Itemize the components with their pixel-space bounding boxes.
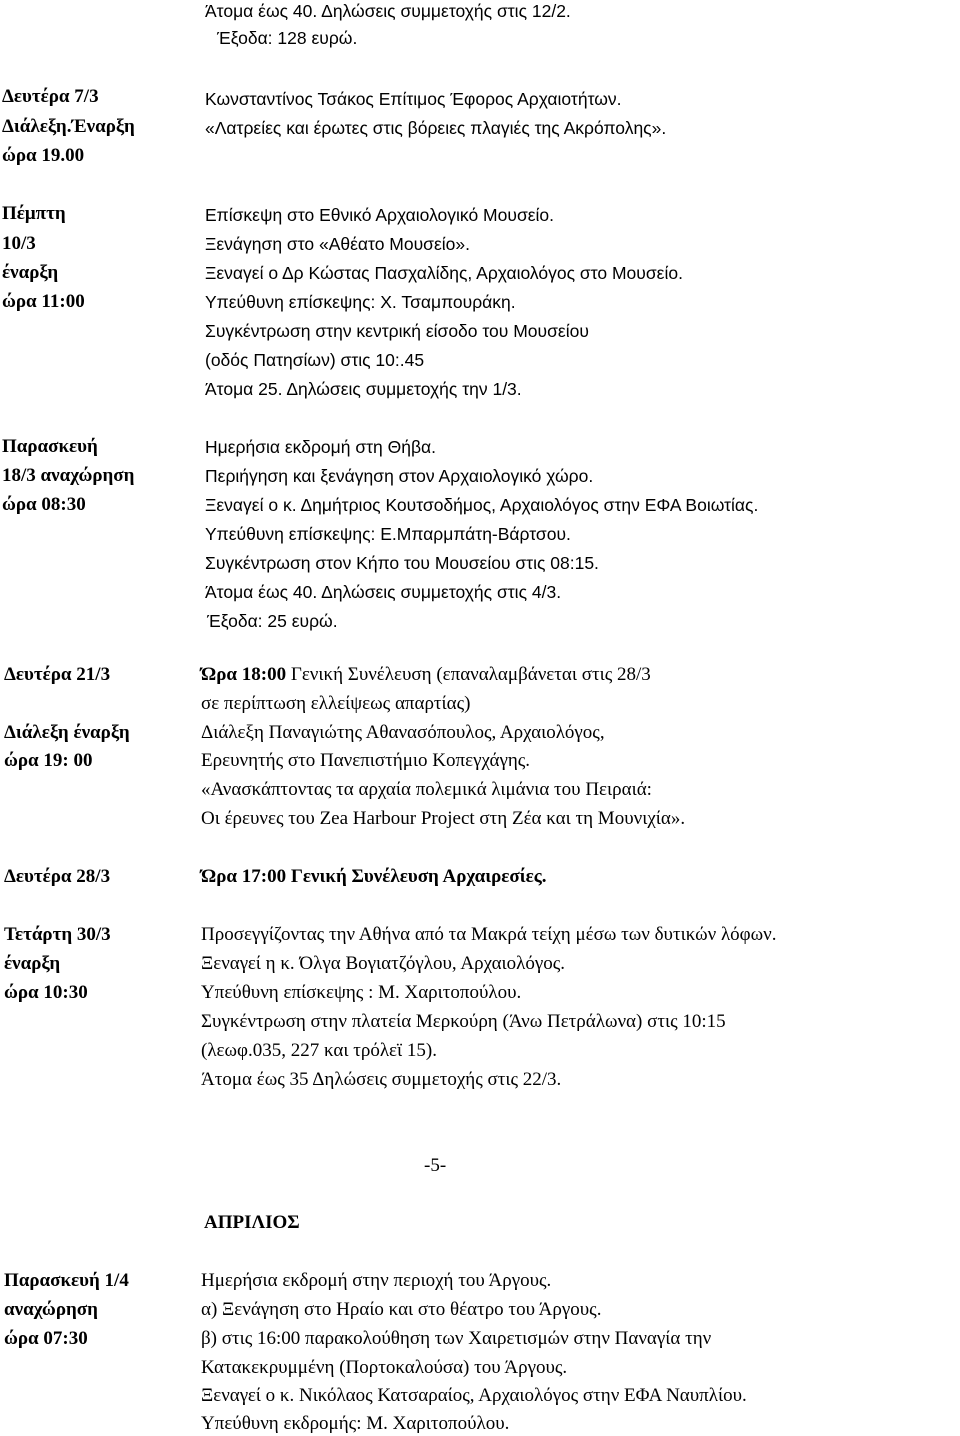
event-1-4-departure: αναχώρηση [4, 1299, 98, 1320]
event-21-3-assembly [201, 664, 651, 686]
event-10-3-visit: Επίσκεψη στο Εθνικό Αρχαιολογικό Μουσείο. [205, 205, 555, 225]
event-18-3-time: ώρα 08:30 [2, 494, 86, 515]
event-1-4-day: Παρασκευή 1/4 [4, 1270, 129, 1291]
event-18-3-tour: Περιήγηση και ξενάγηση στον Αρχαιολογικό χώρο. [205, 466, 594, 486]
event-10-3-meeting: Συγκέντρωση στην κεντρική είσοδο του Μουσείου [205, 321, 589, 341]
event-21-3-title-line-1: «Ανασκάπτοντας τα αρχαία πολεμικά λιμάνια του Πειραιά: [201, 779, 652, 800]
event-7-3-type: Διάλεξη.Έναρξη [2, 116, 135, 137]
event-30-3-transport: (λεωφ.035, 227 και τρόλεϊ 15). [201, 1040, 437, 1061]
event-10-3-date: 10/3 [2, 233, 36, 254]
event-21-3-title-line-2: Οι έρευνες του Zea Harbour Project στη Ζέα και τη Μουνιχία». [201, 808, 686, 829]
event-1-4-guide: Ξεναγεί ο κ. Νικόλαος Κατσαραίος, Αρχαιολόγος στην ΕΦΑ Ναυπλίου. [201, 1385, 747, 1406]
event-21-3-assembly-text: Γενική Συνέλευση (επαναλαμβάνεται στις 28/3 [286, 664, 651, 685]
event-18-3-attendance: Άτομα έως 40. Δηλώσεις συμμετοχής στις 4/3. [205, 582, 562, 602]
month-heading: ΑΠΡΙΛΙΟΣ [204, 1212, 300, 1233]
event-30-3-responsible: Υπεύθυνη επίσκεψης : Μ. Χαριτοπούλου. [201, 982, 522, 1003]
event-7-3-time: ώρα 19.00 [2, 145, 85, 166]
event-18-3-responsible: Υπεύθυνη επίσκεψης: Ε.Μπαρμπάτη-Βάρτσου. [205, 524, 571, 544]
event-1-4-responsible: Υπεύθυνη εκδρομής: Μ. Χαριτοπούλου. [201, 1413, 510, 1434]
top-attendance-line: Άτομα έως 40. Δηλώσεις συμμετοχής στις 12/2. [205, 1, 571, 21]
event-30-3-meeting: Συγκέντρωση στην πλατεία Μερκούρη (Άνω Πετράλωνα) στις 10:15 [201, 1011, 726, 1032]
event-7-3-day: Δευτέρα 7/3 [2, 86, 99, 107]
event-30-3-start-label: έναρξη [4, 953, 61, 974]
event-1-4-trip: Ημερήσια εκδρομή στην περιοχή του Άργους. [201, 1270, 552, 1291]
event-28-3-day: Δευτέρα 28/3 [4, 866, 111, 887]
event-1-4-service-place: Κατακεκρυμμένη (Πορτοκαλούσα) του Άργους. [201, 1357, 568, 1378]
event-10-3-day: Πέμπτη [2, 203, 66, 224]
event-21-3-assembly-note: σε περίπτωση ελλείψεως απαρτίας) [201, 693, 471, 714]
event-7-3-speaker: Κωνσταντίνος Τσάκος Επίτιμος Έφορος Αρχαιοτήτων. [205, 89, 622, 109]
event-1-4-time: ώρα 07:30 [4, 1328, 88, 1349]
event-21-3-assembly-time: Ώρα 18:00 [201, 664, 287, 685]
event-28-3-assembly: Ώρα 17:00 Γενική Συνέλευση Αρχαιρεσίες. [201, 866, 547, 887]
event-21-3-time: ώρα 19: 00 [4, 750, 93, 771]
top-cost-line: Έξοδα: 128 ευρώ. [217, 28, 358, 48]
event-10-3-start-label: έναρξη [2, 262, 59, 283]
event-30-3-time: ώρα 10:30 [4, 982, 88, 1003]
event-10-3-responsible: Υπεύθυνη επίσκεψης: Χ. Τσαμπουράκη. [205, 292, 516, 312]
event-10-3-time: ώρα 11:00 [2, 291, 85, 312]
event-1-4-tour: α) Ξενάγηση στο Ηραίο και στο θέατρο του Άργους. [201, 1299, 602, 1320]
event-18-3-guide: Ξεναγεί ο κ. Δημήτριος Κουτσοδήμος, Αρχαιολόγος στην ΕΦΑ Βοιωτίας. [205, 495, 759, 515]
event-30-3-day: Τετάρτη 30/3 [4, 924, 111, 945]
event-18-3-cost: Έξοδα: 25 ευρώ. [207, 611, 338, 631]
event-1-4-service: β) στις 16:00 παρακολούθηση των Χαιρετισμών στην Παναγία την [201, 1328, 712, 1349]
event-30-3-guide: Ξεναγεί η κ. Όλγα Βογιατζόγλου, Αρχαιολόγος. [201, 953, 566, 974]
event-18-3-departure: 18/3 αναχώρηση [2, 465, 135, 486]
event-18-3-trip: Ημερήσια εκδρομή στη Θήβα. [205, 437, 437, 457]
event-10-3-guide: Ξεναγεί ο Δρ Κώστας Πασχαλίδης, Αρχαιολόγος στο Μουσείο. [205, 263, 683, 283]
event-18-3-meeting: Συγκέντρωση στον Κήπο του Μουσείου στις 08:15. [205, 553, 599, 573]
event-10-3-attendance: Άτομα 25. Δηλώσεις συμμετοχής την 1/3. [205, 379, 522, 399]
event-21-3-speaker-affiliation: Ερευνητής στο Πανεπιστήμιο Κοπεγχάγης. [201, 750, 531, 771]
event-21-3-type: Διάλεξη έναρξη [4, 722, 130, 743]
event-21-3-day: Δευτέρα 21/3 [4, 664, 111, 685]
event-10-3-tour: Ξενάγηση στο «Αθέατο Μουσείο». [205, 234, 470, 254]
event-7-3-title: «Λατρείες και έρωτες στις βόρειες πλαγιές της Ακρόπολης». [205, 118, 667, 138]
event-18-3-day: Παρασκευή [2, 436, 98, 457]
page-number: -5- [424, 1155, 447, 1176]
event-21-3-speaker: Διάλεξη Παναγιώτης Αθανασόπουλος, Αρχαιολόγος, [201, 722, 605, 743]
event-30-3-walk: Προσεγγίζοντας την Αθήνα από τα Μακρά τείχη μέσω των δυτικών λόφων. [201, 924, 777, 945]
event-10-3-meeting-address: (οδός Πατησίων) στις 10:.45 [205, 350, 425, 370]
event-30-3-attendance: Άτομα έως 35 Δηλώσεις συμμετοχής στις 22/3. [201, 1069, 562, 1090]
